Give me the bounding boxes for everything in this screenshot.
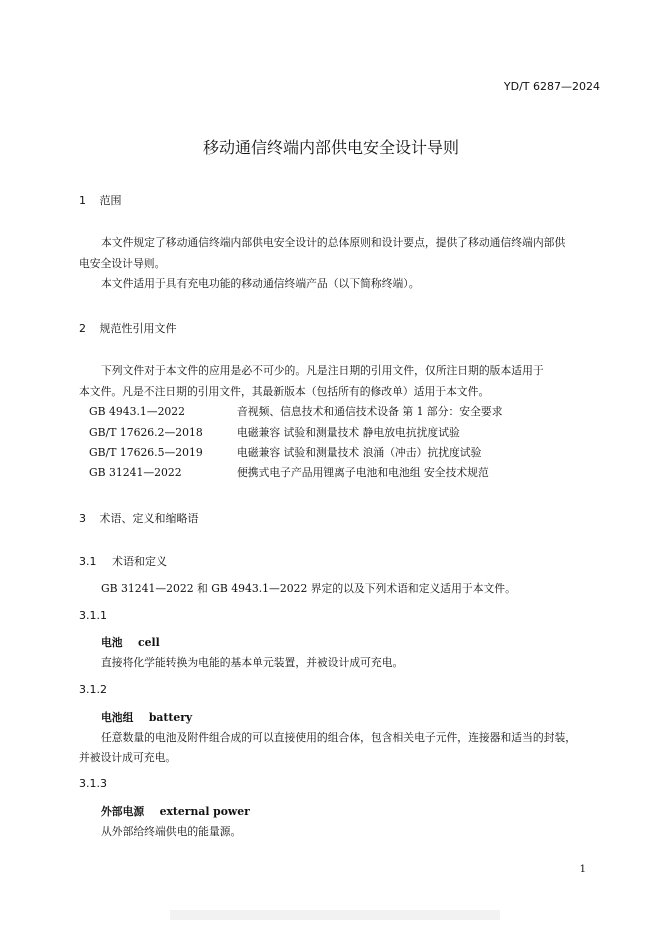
term-definition: 直接将化学能转换为电能的基本单元装置，并被设计成可充电。 (101, 656, 404, 669)
section-2-heading (79, 320, 177, 336)
page-number: 1 (579, 864, 586, 875)
term-number: 3.1.3 (79, 777, 107, 790)
section-title: 范围 (99, 194, 122, 207)
term-english: external power (159, 805, 250, 818)
document-title: 移动通信终端内部供电安全设计导则 (202, 138, 459, 157)
reference-code: GB 4943.1—2022 (89, 405, 186, 418)
faint-watermark (170, 910, 500, 920)
subsection-3-1-heading (79, 553, 167, 569)
standard-id: YD/T 6287—2024 (503, 80, 600, 93)
reference-title: 电磁兼容 试验和测量技术 浪涌（冲击）抗扰度试验 (237, 446, 482, 459)
term-heading (101, 805, 250, 819)
paragraph: 下列文件对于本文件的应用是必不可少的。凡是注日期的引用文件，仅所注日期的版本适用于 (101, 364, 544, 377)
reference-code: GB/T 17626.5—2019 (89, 446, 203, 459)
term-heading (101, 711, 192, 725)
term-definition: 并被设计成可充电。 (79, 751, 177, 764)
term-heading (101, 636, 160, 650)
term-definition: 从外部给终端供电的能量源。 (101, 825, 242, 838)
subsection-number: 3.1 (79, 555, 97, 568)
section-title: 术语、定义和缩略语 (99, 512, 199, 525)
term-chinese: 外部电源 (101, 805, 145, 818)
term-chinese: 电池 (101, 636, 123, 649)
paragraph: 电安全设计导则。 (79, 257, 166, 270)
reference-code: GB/T 17626.2—2018 (89, 426, 203, 439)
subsection-title: 术语和定义 (112, 555, 167, 568)
term-definition: 任意数量的电池及附件组合成的可以直接使用的组合体，包含相关电子元件，连接器和适当的封装， (101, 731, 577, 744)
paragraph: 本文件规定了移动通信终端内部供电安全设计的总体原则和设计要点，提供了移动通信终端内部供 (101, 236, 566, 249)
reference-title: 音视频、信息技术和通信技术设备 第 1 部分：安全要求 (237, 405, 503, 418)
section-3-heading (79, 510, 199, 526)
section-1-heading (79, 192, 122, 208)
term-number: 3.1.1 (79, 609, 107, 622)
section-number: 3 (79, 512, 86, 525)
section-number: 2 (79, 322, 86, 335)
term-english: battery (148, 711, 193, 724)
paragraph: 本文件。凡是不注日期的引用文件，其最新版本（包括所有的修改单）适用于本文件。 (79, 385, 490, 398)
term-number: 3.1.2 (79, 683, 107, 696)
section-title: 规范性引用文件 (99, 322, 177, 335)
term-chinese: 电池组 (101, 711, 134, 724)
paragraph: GB 31241—2022 和 GB 4943.1—2022 界定的以及下列术语和定义适用于本文件。 (101, 582, 516, 595)
reference-code: GB 31241—2022 (89, 466, 182, 479)
reference-title: 电磁兼容 试验和测量技术 静电放电抗扰度试验 (237, 426, 460, 439)
term-english: cell (138, 636, 160, 649)
section-number: 1 (79, 194, 86, 207)
paragraph: 本文件适用于具有充电功能的移动通信终端产品（以下简称终端）。 (101, 277, 420, 290)
reference-title: 便携式电子产品用锂离子电池和电池组 安全技术规范 (237, 466, 489, 479)
